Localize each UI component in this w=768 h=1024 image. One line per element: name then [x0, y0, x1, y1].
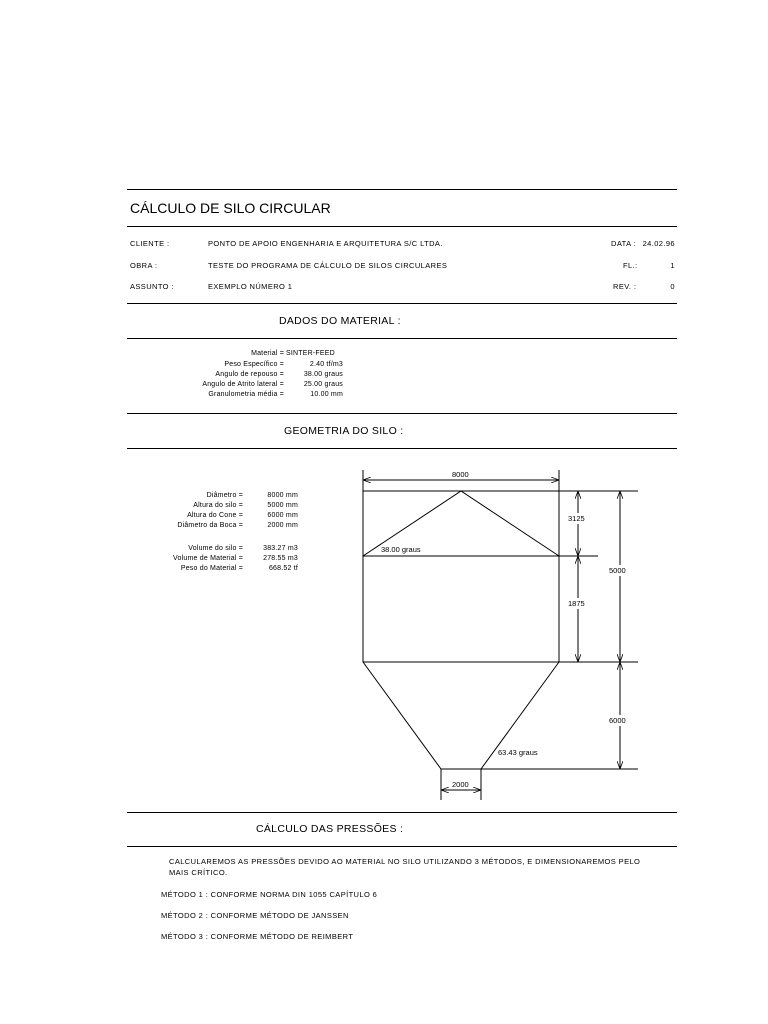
- diametro-boca-label: Diâmetro da Boca =: [177, 522, 243, 529]
- silo-cylinder: [363, 491, 559, 662]
- material-label: Material =: [251, 350, 284, 357]
- dim-label-6000: 6000: [609, 716, 626, 725]
- volume-material-value: 278.55 m3: [263, 555, 298, 562]
- volume-silo-value: 383.27 m3: [263, 545, 298, 552]
- assunto-value: EXEMPLO NÚMERO 1: [208, 282, 293, 291]
- angulo-atrito-value: 25.00 graus: [303, 381, 343, 388]
- peso-material-value: 668.52 tf: [268, 565, 298, 572]
- altura-cone-value: 6000 mm: [267, 512, 298, 519]
- material-value: SINTER-FEED: [286, 350, 335, 357]
- pressoes-intro-line2: MAIS CRÍTICO.: [169, 868, 228, 877]
- angulo-atrito-label: Angulo de Atrito lateral =: [202, 381, 284, 388]
- fl-label: FL.:: [623, 261, 638, 270]
- angulo-repouso-label: Angulo de repouso =: [215, 371, 284, 378]
- peso-material-label: Peso do Material =: [180, 565, 243, 572]
- volume-silo-label: Volume do silo =: [188, 545, 243, 552]
- assunto-label: ASSUNTO :: [130, 282, 174, 291]
- granulometria-label: Granulometria média =: [208, 391, 284, 398]
- cliente-value: PONTO DE APOIO ENGENHARIA E ARQUITETURA S/C LTDA.: [208, 239, 443, 248]
- page-title: CÁLCULO DE SILO CIRCULAR: [130, 200, 331, 216]
- dim-label-5000: 5000: [609, 566, 626, 575]
- rev-value: 0: [670, 282, 675, 291]
- peso-especifico-value: 2.40 tf/m3: [309, 361, 343, 368]
- rev-label: REV. :: [613, 282, 637, 291]
- diametro-label: Diâmetro =: [206, 492, 243, 499]
- granulometria-value: 10.00 mm: [310, 391, 343, 398]
- angulo-repouso-value: 38.00 graus: [303, 371, 343, 378]
- angle-cone-label: 63.43 graus: [498, 748, 538, 757]
- angle-repose-label: 38.00 graus: [381, 545, 421, 554]
- pressoes-intro-line1: CALCULAREMOS AS PRESSÕES DEVIDO AO MATERIAL NO SILO UTILIZANDO 3 MÉTODOS, E DIMENSIONAREMOS PELO: [169, 857, 641, 866]
- metodo-3: MÉTODO 3 : CONFORME MÉTODO DE REIMBERT: [161, 932, 354, 941]
- diametro-boca-value: 2000 mm: [267, 522, 298, 529]
- obra-value: TESTE DO PROGRAMA DE CÁLCULO DE SILOS CIRCULARES: [208, 261, 448, 270]
- dim-label-top: 8000: [452, 470, 469, 479]
- data-label: DATA :: [611, 239, 637, 248]
- dim-label-1875: 1875: [568, 599, 585, 608]
- peso-especifico-label: Peso Específico =: [224, 361, 284, 368]
- volume-material-label: Volume de Material =: [173, 555, 243, 562]
- altura-cone-label: Altura do Cone =: [187, 512, 243, 519]
- dim-label-bottom: 2000: [452, 780, 469, 789]
- material-heading: DADOS DO MATERIAL :: [279, 315, 401, 327]
- fl-value: 1: [670, 261, 675, 270]
- pressoes-heading: CÁLCULO DAS PRESSÕES :: [256, 823, 404, 835]
- dim-label-3125: 3125: [568, 514, 585, 523]
- metodo-2: MÉTODO 2 : CONFORME MÉTODO DE JANSSEN: [161, 911, 349, 920]
- altura-silo-value: 5000 mm: [267, 502, 298, 509]
- data-value: 24.02.96: [642, 239, 675, 248]
- obra-label: OBRA :: [130, 261, 158, 270]
- altura-silo-label: Altura do silo =: [193, 502, 243, 509]
- cliente-label: CLIENTE :: [130, 239, 170, 248]
- geometria-heading: GEOMETRIA DO SILO :: [284, 425, 404, 437]
- diametro-value: 8000 mm: [267, 492, 298, 499]
- metodo-1: MÉTODO 1 : CONFORME NORMA DIN 1055 CAPÍTULO 6: [161, 890, 378, 899]
